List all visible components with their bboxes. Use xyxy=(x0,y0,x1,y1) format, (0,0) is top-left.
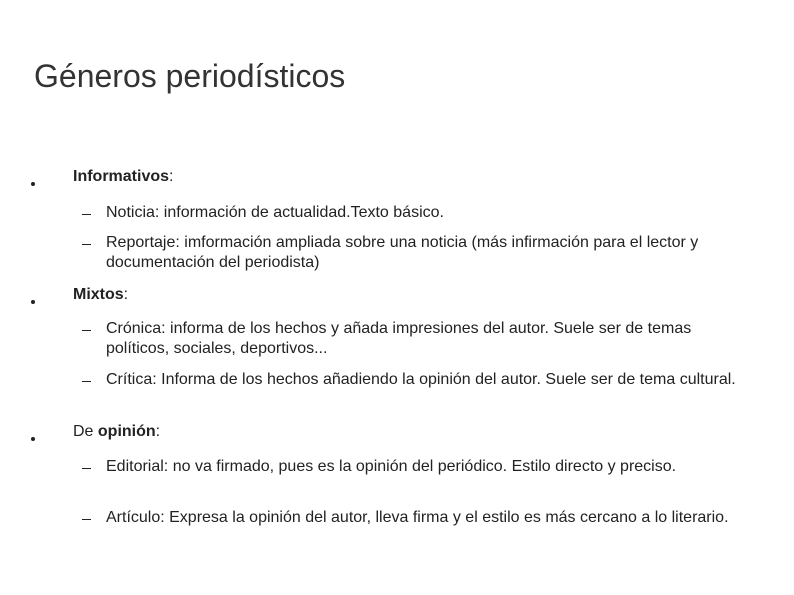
bullet-label-bold: Mixtos xyxy=(73,286,124,303)
bullet-dot-icon xyxy=(31,182,35,186)
sub-item-text: Editorial: no va firmado, pues es la opinión del periódico. Estilo directo y preciso. xyxy=(106,458,677,475)
bullet-label: Informativos: xyxy=(73,168,174,185)
bullet-label: Mixtos: xyxy=(73,286,129,303)
dash-icon xyxy=(82,330,91,331)
sub-item-text: Reportaje: imformación ampliada sobre una noticia (más infirmación para el lector y documentación del periodista) xyxy=(106,234,699,271)
sub-item-text: Noticia: información de actualidad.Texto básico. xyxy=(106,204,444,221)
bullet-dot-icon xyxy=(31,300,35,304)
sub-item-text: Artículo: Expresa la opinión del autor, lleva firma y el estilo es más cercano a lo literario. xyxy=(106,509,729,526)
bullet-label-bold: Informativos xyxy=(73,168,170,185)
bullet-label-bold: opinión xyxy=(97,423,156,440)
bullet-dot-icon xyxy=(31,437,35,441)
dash-icon xyxy=(82,214,91,215)
dash-icon xyxy=(82,244,91,245)
sub-item-text: Crítica: Informa de los hechos añadiendo la opinión del autor. Suele ser de tema cultural. xyxy=(106,371,736,388)
dash-icon xyxy=(82,381,91,382)
dash-icon xyxy=(82,468,91,469)
dash-icon xyxy=(82,519,91,520)
bullet-label: De opinión: xyxy=(73,423,161,440)
slide-title: Géneros periodísticos xyxy=(34,58,346,94)
sub-item-text: Crónica: informa de los hechos y añada impresiones del autor. Suele ser de temas políticos, sociales, deportivos... xyxy=(106,320,692,357)
